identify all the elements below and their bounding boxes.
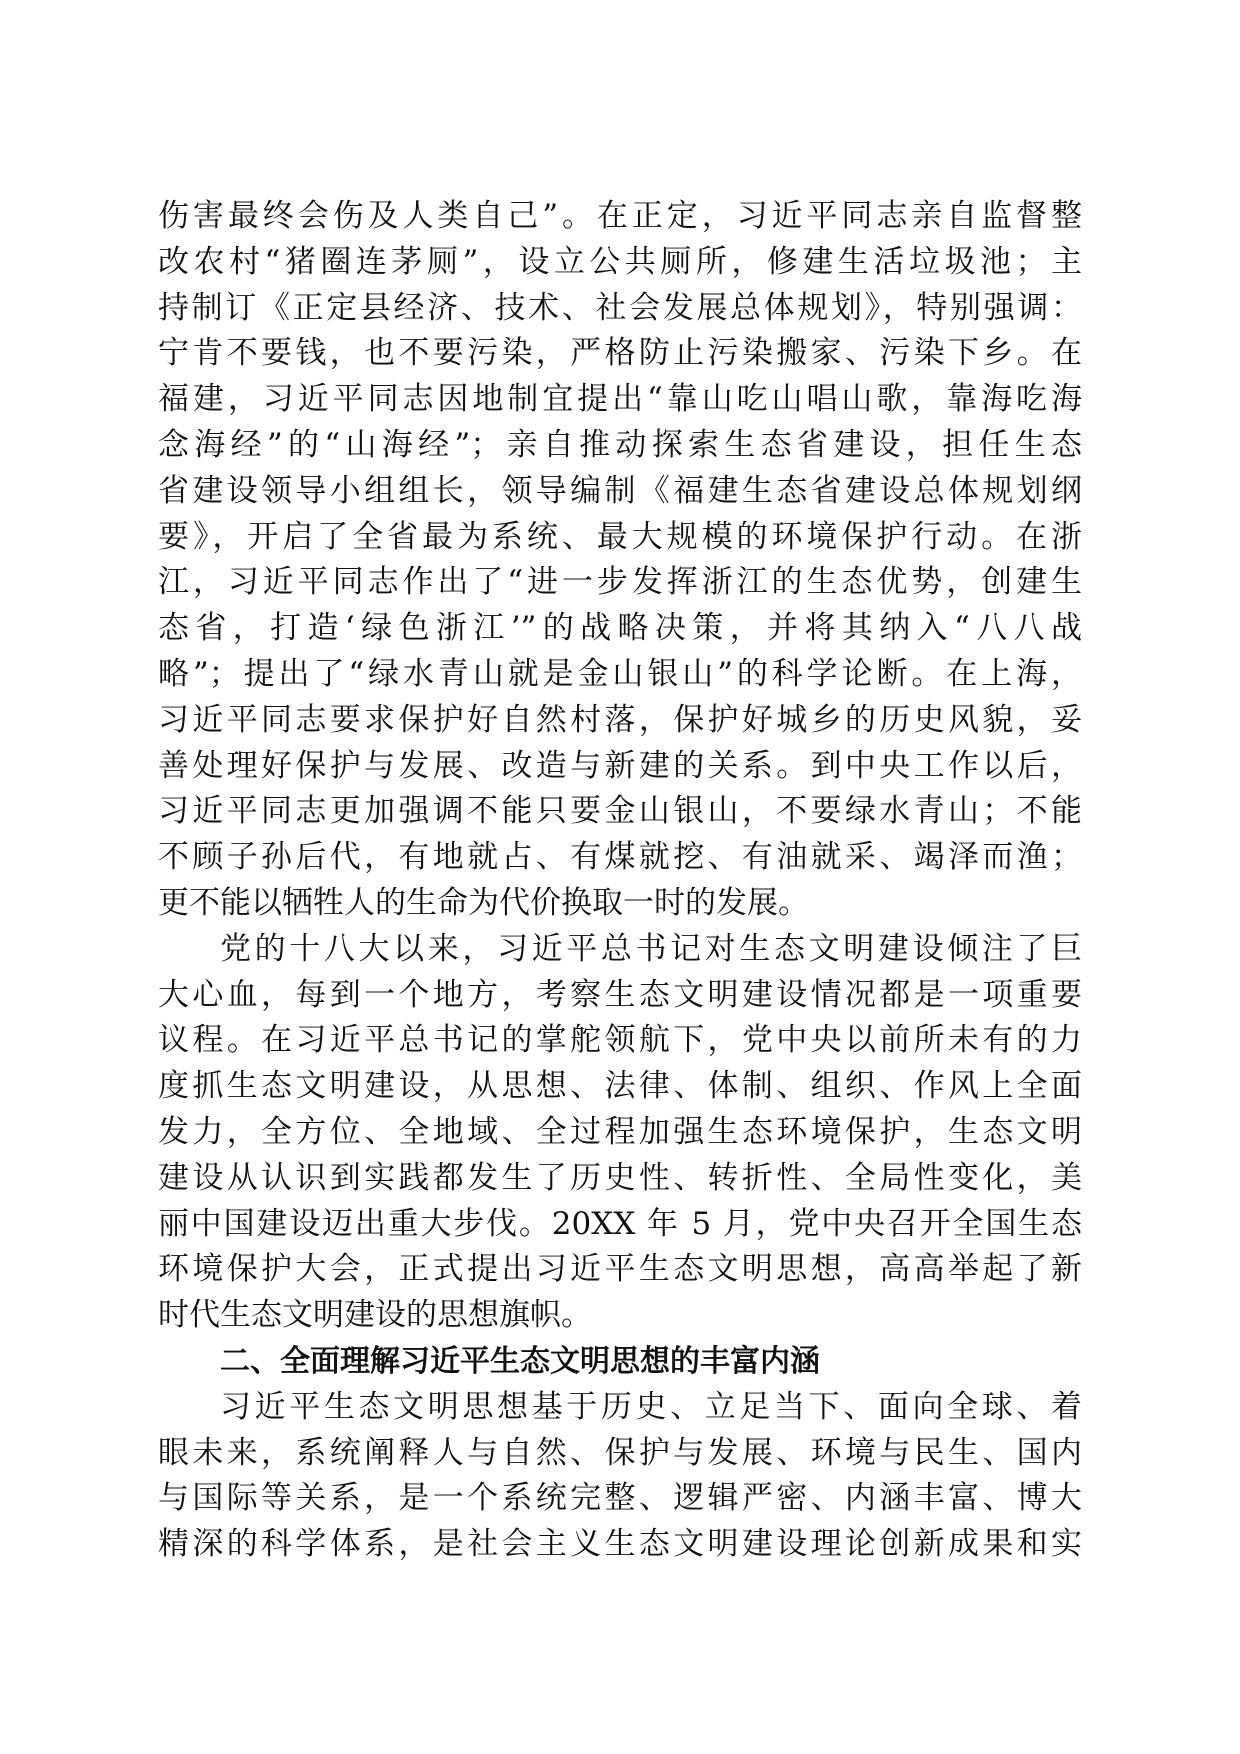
text-line: 时代生态文明建设的思想旗帜。 [158, 1297, 592, 1334]
text-line: 江，习近平同志作出了“进一步发挥浙江的生态优势，创建生 [158, 564, 1082, 601]
text-line: 不顾子孙后代，有地就占、有煤就挖、有油就采、竭泽而渔； [158, 839, 1082, 876]
text-line: 大心血，每到一个地方，考察生态文明建设情况都是一项重要 [158, 976, 1082, 1013]
text-line: 党的十八大以来，习近平总书记对生态文明建设倾注了巨 [220, 930, 1082, 967]
document-body [158, 194, 1082, 1568]
text-line: 习近平同志要求保护好自然村落，保护好城乡的历史风貌，妥 [158, 701, 1082, 738]
text-line: 伤害最终会伤及人类自己”。在正定，习近平同志亲自监督整 [158, 198, 1082, 234]
text-line: 善处理好保护与发展、改造与新建的关系。到中央工作以后， [158, 747, 1082, 784]
paragraph-1 [158, 194, 1082, 927]
text-line: 环境保护大会，正式提出习近平生态文明思想，高高举起了新 [158, 1251, 1082, 1288]
text-line: 习近平同志更加强调不能只要金山银山，不要绿水青山；不能 [158, 793, 1082, 830]
text-line: 发力，全方位、全地域、全过程加强生态环境保护，生态文明 [158, 1113, 1082, 1150]
text-line: 福建，习近平同志因地制宜提出“靠山吃山唱山歌，靠海吃海 [158, 381, 1082, 418]
text-line: 改农村“猪圈连茅厕”，设立公共厕所，修建生活垃圾池；主 [158, 243, 1082, 280]
text-line: 态省，打造‘绿色浙江’”的战略决策，并将其纳入“八八战 [158, 610, 1082, 647]
text-line: 更不能以牺牲人的生命为代价换取一时的发展。 [158, 884, 809, 921]
text-line: 议程。在习近平总书记的掌舵领航下，党中央以前所未有的力 [158, 1022, 1082, 1059]
text-line: 精深的科学体系，是社会主义生态文明建设理论创新成果和实 [158, 1526, 1082, 1563]
text-line: 眼未来，系统阐释人与自然、保护与发展、环境与民生、国内 [158, 1434, 1082, 1471]
text-line: 度抓生态文明建设，从思想、法律、体制、组织、作风上全面 [158, 1068, 1082, 1105]
paragraph-3 [158, 1385, 1082, 1568]
text-line: 丽中国建设迈出重大步伐。20XX 年 5 月，党中央召开全国生态 [158, 1205, 1082, 1242]
text-line: 要》，开启了全省最为系统、最大规模的环境保护行动。在浙 [158, 518, 1082, 555]
paragraph-2 [158, 927, 1082, 1339]
text-line: 习近平生态文明思想基于历史、立足当下、面向全球、着 [220, 1388, 1082, 1425]
text-line: 持制订《正定县经济、技术、社会发展总体规划》，特别强调： [158, 289, 1082, 326]
text-line: 与国际等关系，是一个系统完整、逻辑严密、内涵丰富、博大 [158, 1480, 1082, 1517]
text-line: 宁肯不要钱，也不要污染，严格防止污染搬家、污染下乡。在 [158, 335, 1082, 372]
text-line: 略”；提出了“绿水青山就是金山银山”的科学论断。在上海， [158, 655, 1082, 692]
text-line: 念海经”的“山海经”；亲自推动探索生态省建设，担任生态 [158, 426, 1082, 463]
section-heading: 二、全面理解习近平生态文明思想的丰富内涵 [220, 1343, 820, 1379]
text-line: 建设从认识到实践都发生了历史性、转折性、全局性变化，美 [158, 1159, 1082, 1196]
text-line: 省建设领导小组组长，领导编制《福建生态省建设总体规划纲 [158, 472, 1082, 509]
